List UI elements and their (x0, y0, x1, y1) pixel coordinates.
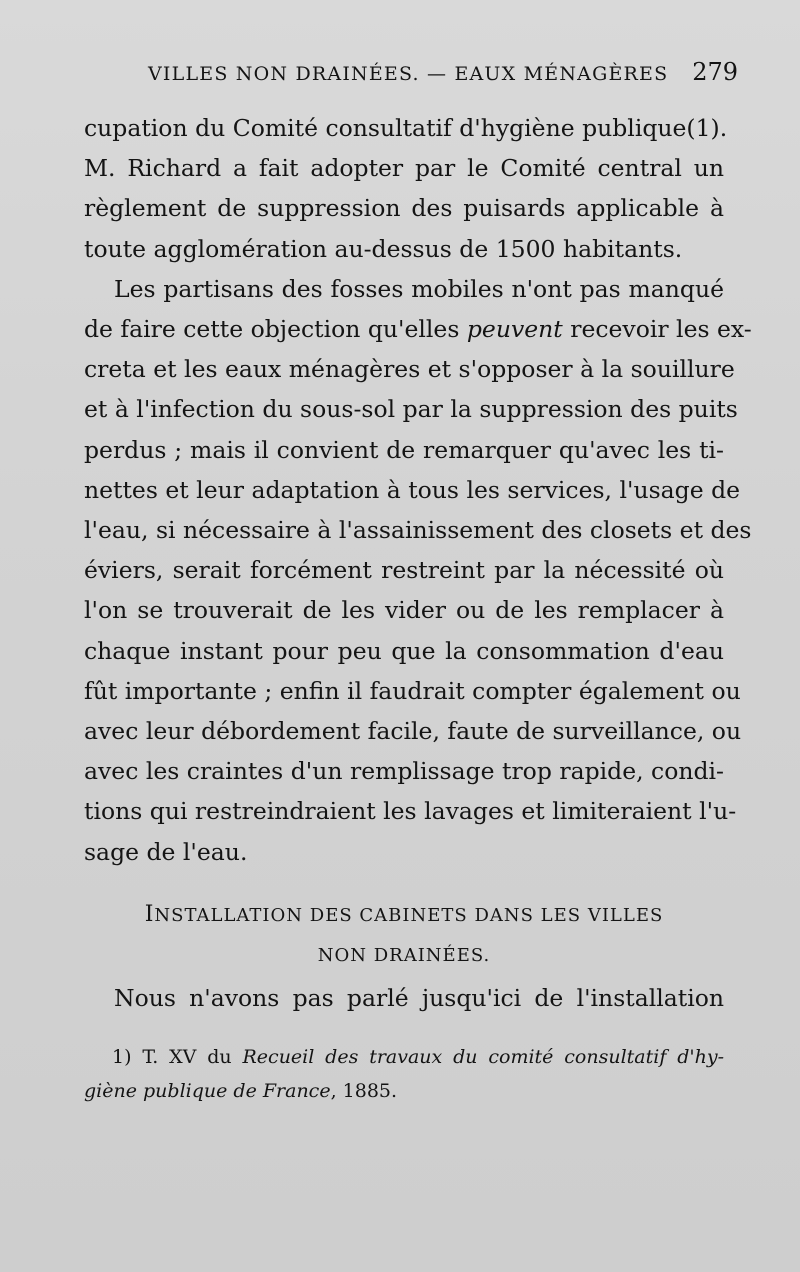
section-heading (84, 895, 724, 976)
footnote-line (84, 1074, 724, 1108)
drop-cap: I (144, 902, 155, 927)
section-heading-line (84, 895, 724, 936)
text-line: sage de l'eau. (84, 837, 248, 866)
text-fragment: recevoir les ex- (562, 315, 752, 344)
main-text (84, 108, 752, 872)
footnote-fragment: , 1885. (330, 1080, 398, 1102)
text-line: creta et les eaux ménagères et s'opposer à la souillure (84, 355, 735, 384)
text-line: cupation du Comité consultatif d'hygiène publique(1). (84, 114, 728, 142)
text-line: perdus ; mais il convient de remarquer qu'avec les ti- (84, 435, 724, 464)
running-title: VILLES NON DRAINÉES. — EAUX MÉNAGÈRES (148, 63, 669, 85)
text-line: nettes et leur adaptation à tous les services, l'usage de (84, 475, 741, 504)
footnote (84, 1040, 724, 1108)
text-line (84, 309, 752, 349)
heading-fragment: NSTALLATION DES CABINETS DANS LES VILLES (154, 905, 664, 926)
footnote-line (84, 1040, 724, 1074)
text-line: l'eau, si nécessaire à l'assainissement des closets et des (84, 516, 752, 545)
text-line: l'on se trouverait de les vider ou de les remplacer à (84, 596, 724, 625)
footnote-italic: Recueil des travaux du comité consultatif d'hy- (242, 1046, 724, 1068)
text-line: règlement de suppression des puisards applicable à (84, 194, 724, 223)
text-fragment: de faire cette objection qu'elles (84, 315, 467, 344)
text-line: tions qui restreindraient les lavages et limiteraient l'u- (84, 797, 737, 826)
text-line: M. Richard a fait adopter par le Comité central un (84, 154, 724, 183)
footnote-marker: 1) T. XV du (112, 1046, 243, 1068)
text-line: toute agglomération au-dessus de 1500 habitants. (84, 234, 683, 263)
text-line: chaque instant pour peu que la consommation d'eau (84, 636, 724, 665)
running-header (148, 58, 738, 86)
page-number: 279 (692, 58, 738, 86)
next-paragraph (84, 978, 724, 1018)
text-line: avec les craintes d'un remplissage trop rapide, condi- (84, 757, 724, 786)
text-line: Les partisans des fosses mobiles n'ont pas manqué (114, 274, 724, 303)
text-line: avec leur débordement facile, faute de surveillance, ou (84, 717, 742, 746)
italic-word: peuvent (466, 315, 563, 344)
text-line: Nous n'avons pas parlé jusqu'ici de l'installation (114, 984, 724, 1012)
footnote-italic: giène publique de France (84, 1080, 331, 1102)
text-line: éviers, serait forcément restreint par la nécessité où (84, 556, 724, 585)
section-heading-line: NON DRAINÉES. (317, 945, 491, 966)
text-line: fût importante ; enfin il faudrait compter également ou (84, 676, 741, 705)
text-line: et à l'infection du sous-sol par la suppression des puits (84, 395, 738, 424)
